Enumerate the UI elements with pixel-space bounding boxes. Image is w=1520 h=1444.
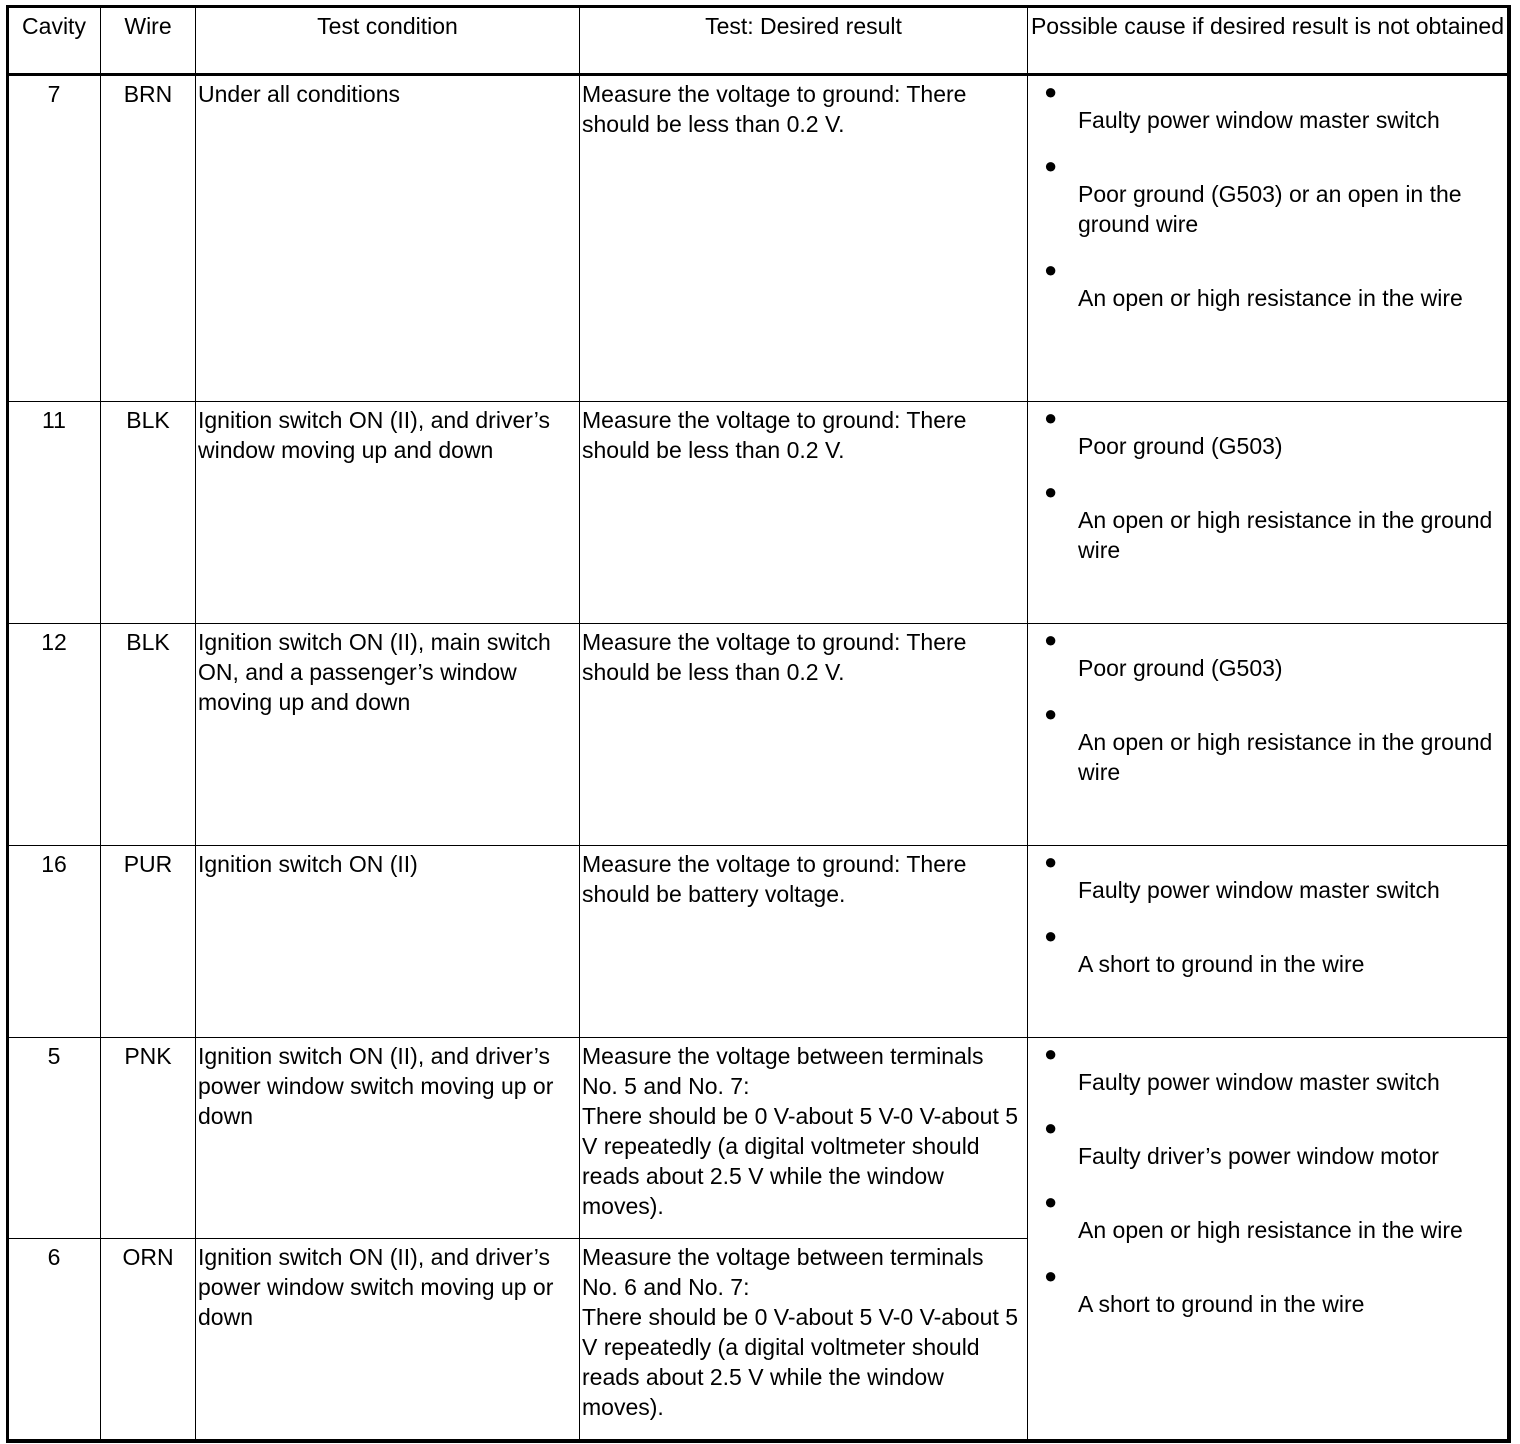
- condition-cell: Ignition switch ON (II): [196, 846, 580, 1038]
- wire-cell: BLK: [101, 402, 196, 624]
- bullet-icon: ●: [1044, 1263, 1058, 1288]
- cavity-cell: 16: [8, 846, 101, 1038]
- cause-item: Poor ground (G503): [1078, 433, 1283, 459]
- condition-cell: Ignition switch ON (II), and driver’s power window switch moving up or down: [196, 1239, 580, 1440]
- bullet-icon: ●: [1044, 479, 1058, 504]
- bullet-icon: ●: [1044, 923, 1058, 948]
- bullet-icon: ●: [1044, 701, 1058, 726]
- header-row: [8, 7, 1508, 75]
- bullet-icon: ●: [1044, 153, 1058, 178]
- cause-item: An open or high resistance in the ground wire: [1078, 507, 1493, 563]
- cause-item: Poor ground (G503) or an open in the ground wire: [1078, 181, 1462, 237]
- result-detail: There should be 0 V-about 5 V-0 V-about 5 V repeatedly (a digital voltmeter should reads about 2.5 V while the window moves).: [582, 1304, 1019, 1420]
- cause-cell: [1028, 402, 1508, 624]
- bullet-icon: ●: [1044, 627, 1058, 652]
- wire-cell: BRN: [101, 75, 196, 402]
- table-row: [8, 402, 1508, 624]
- result-cell: Measure the voltage to ground: There should be less than 0.2 V.: [580, 402, 1028, 624]
- table-row: [8, 1038, 1508, 1239]
- cause-item: Faulty driver’s power window motor: [1078, 1143, 1439, 1169]
- wire-cell: ORN: [101, 1239, 196, 1440]
- header-possible-cause: Possible cause if desired result is not obtained: [1028, 7, 1508, 75]
- cause-cell: [1028, 1038, 1508, 1440]
- header-wire: Wire: [101, 7, 196, 75]
- table-row: [8, 846, 1508, 1038]
- cavity-cell: 11: [8, 402, 101, 624]
- table-row: [8, 75, 1508, 402]
- cause-item: An open or high resistance in the wire: [1078, 1217, 1463, 1243]
- cause-cell: [1028, 624, 1508, 846]
- cause-item: An open or high resistance in the wire: [1078, 285, 1463, 311]
- cause-item: Poor ground (G503): [1078, 655, 1283, 681]
- wire-cell: PNK: [101, 1038, 196, 1239]
- bullet-icon: ●: [1044, 79, 1058, 104]
- result-cell: [580, 1038, 1028, 1239]
- result-cell: Measure the voltage to ground: There should be less than 0.2 V.: [580, 75, 1028, 402]
- header-desired-result: Test: Desired result: [580, 7, 1028, 75]
- cause-item: An open or high resistance in the ground wire: [1078, 729, 1493, 785]
- cavity-cell: 7: [8, 75, 101, 402]
- result-cell: Measure the voltage to ground: There should be battery voltage.: [580, 846, 1028, 1038]
- cause-item: Faulty power window master switch: [1078, 1069, 1440, 1095]
- header-test-condition: Test condition: [196, 7, 580, 75]
- cause-item: A short to ground in the wire: [1078, 951, 1365, 977]
- result-cell: Measure the voltage to ground: There should be less than 0.2 V.: [580, 624, 1028, 846]
- wire-cell: BLK: [101, 624, 196, 846]
- result-line: Measure the voltage between terminals No. 5 and No. 7:: [582, 1043, 984, 1099]
- result-cell: [580, 1239, 1028, 1440]
- cause-cell: [1028, 846, 1508, 1038]
- condition-cell: Ignition switch ON (II), and driver’s window moving up and down: [196, 402, 580, 624]
- result-detail: There should be 0 V-about 5 V-0 V-about 5 V repeatedly (a digital voltmeter should reads about 2.5 V while the window moves).: [582, 1103, 1019, 1219]
- result-line: Measure the voltage between terminals No. 6 and No. 7:: [582, 1244, 984, 1300]
- cavity-cell: 12: [8, 624, 101, 846]
- cause-item: Faulty power window master switch: [1078, 877, 1440, 903]
- cause-item: Faulty power window master switch: [1078, 107, 1440, 133]
- cavity-cell: 6: [8, 1239, 101, 1440]
- wire-cell: PUR: [101, 846, 196, 1038]
- bullet-icon: ●: [1044, 1041, 1058, 1066]
- bullet-icon: ●: [1044, 257, 1058, 282]
- bullet-icon: ●: [1044, 1189, 1058, 1214]
- condition-cell: Under all conditions: [196, 75, 580, 402]
- cause-cell: [1028, 75, 1508, 402]
- cavity-cell: 5: [8, 1038, 101, 1239]
- table-row: [8, 624, 1508, 846]
- bullet-icon: ●: [1044, 849, 1058, 874]
- header-cavity: Cavity: [8, 7, 101, 75]
- condition-cell: Ignition switch ON (II), main switch ON, and a passenger’s window moving up and down: [196, 624, 580, 846]
- condition-cell: Ignition switch ON (II), and driver’s power window switch moving up or down: [196, 1038, 580, 1239]
- connector-test-table: [7, 6, 1508, 1440]
- cause-item: A short to ground in the wire: [1078, 1291, 1365, 1317]
- bullet-icon: ●: [1044, 1115, 1058, 1140]
- bullet-icon: ●: [1044, 405, 1058, 430]
